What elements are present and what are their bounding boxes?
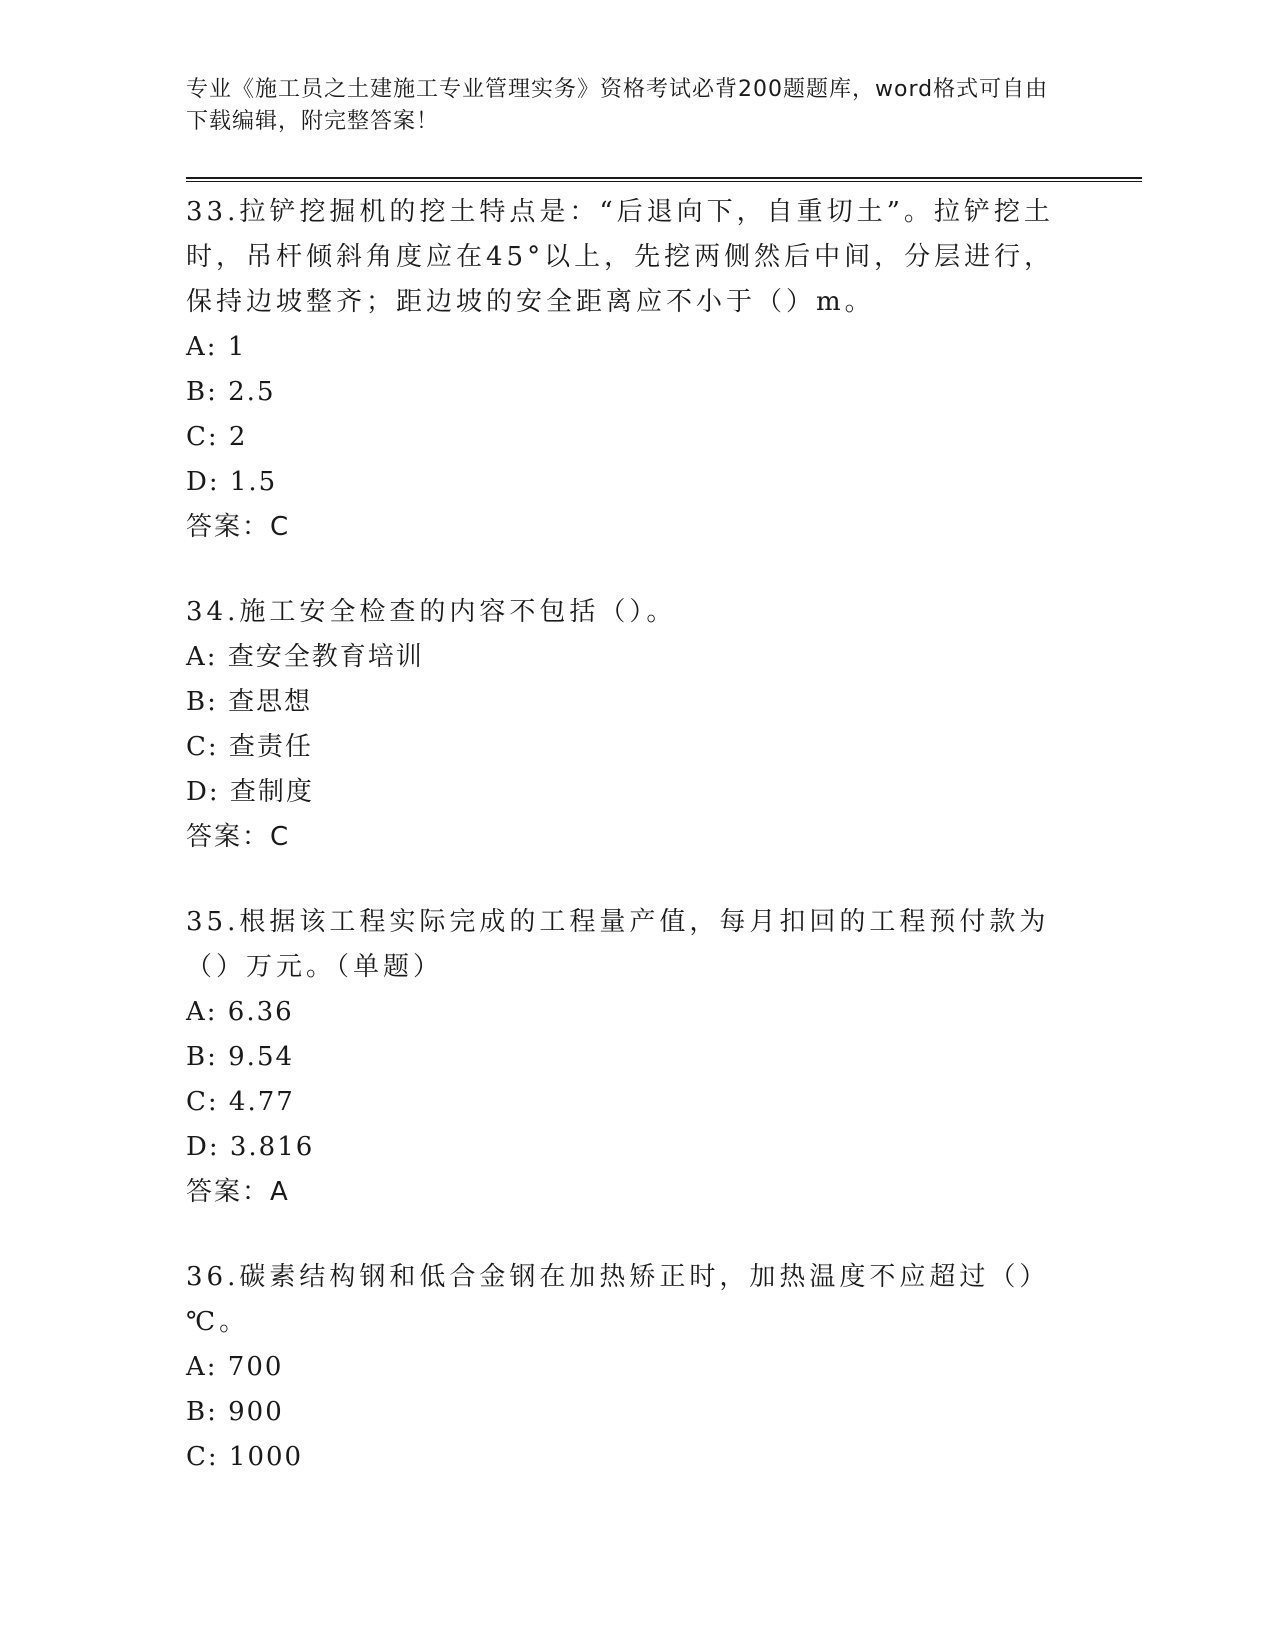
- option-a: A: 1: [186, 332, 247, 362]
- option-d: D: 查制度: [186, 777, 314, 807]
- answer-label: 答案：: [186, 512, 271, 542]
- question-text: 34.施工安全检查的内容不包括（）。: [186, 597, 677, 627]
- question-item: [186, 190, 1066, 550]
- option-c: C: 查责任: [186, 732, 313, 762]
- option-b: B: 2.5: [186, 377, 276, 407]
- question-list: [186, 190, 1066, 1520]
- answer-value: C: [270, 512, 289, 542]
- answer-value: C: [270, 822, 289, 852]
- option-b: B: 900: [186, 1397, 284, 1427]
- answer-label: 答案：: [186, 1177, 271, 1207]
- option-a: A: 6.36: [186, 997, 294, 1027]
- option-d: D: 3.816: [186, 1132, 315, 1162]
- header-divider: [186, 177, 1142, 179]
- option-a: A: 700: [186, 1352, 284, 1382]
- option-b: B: 9.54: [186, 1042, 295, 1072]
- answer-label: 答案：: [186, 822, 271, 852]
- answer-line: [186, 815, 1066, 860]
- option-a: A: 查安全教育培训: [186, 642, 424, 672]
- answer-line: [186, 505, 1066, 550]
- option-b: B: 查思想: [186, 687, 313, 717]
- option-c: C: 2: [186, 422, 248, 452]
- question-text: 35.根据该工程实际完成的工程量产值，每月扣回的工程预付款为（）万元。（单题）: [186, 907, 1050, 982]
- question-item: [186, 590, 1066, 860]
- question-item: [186, 900, 1066, 1215]
- answer-line: [186, 1170, 1066, 1215]
- answer-value: A: [270, 1177, 288, 1207]
- question-text: 36.碳素结构钢和低合金钢在加热矫正时，加热温度不应超过（）℃。: [186, 1262, 1050, 1337]
- option-d: D: 1.5: [186, 467, 278, 497]
- question-item: [186, 1255, 1066, 1480]
- question-text: 33.拉铲挖掘机的挖土特点是：“后退向下，自重切土”。拉铲挖土时，吊杆倾斜角度应在45°以上，先挖两侧然后中间，分层进行，保持边坡整齐；距边坡的安全距离应不小于（）m。: [186, 197, 1055, 317]
- header-divider-thin: [186, 181, 1142, 182]
- option-c: C: 4.77: [186, 1087, 295, 1117]
- option-c: C: 1000: [186, 1442, 304, 1472]
- document-header: 专业《施工员之土建施工专业管理实务》资格考试必背200题题库，word格式可自由下载编辑，附完整答案！: [186, 77, 1049, 134]
